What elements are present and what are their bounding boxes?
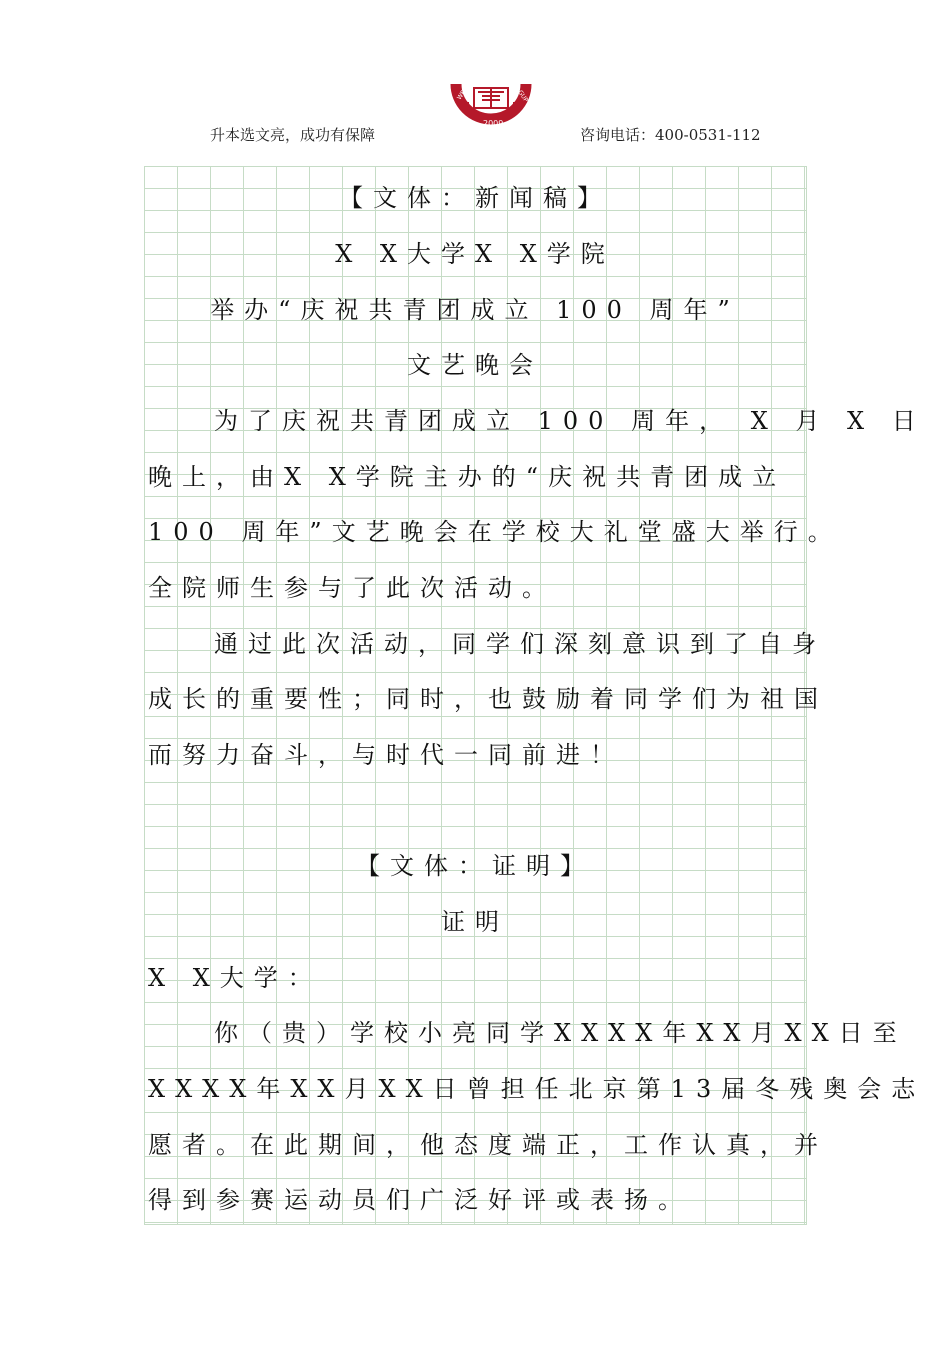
header-slogan: 升本选文亮，成功有保障: [210, 126, 376, 144]
news-para2-line2: 成长的重要性；同时，也鼓励着同学们为祖国: [148, 684, 828, 713]
certificate-title: 证明: [441, 907, 509, 936]
certificate-body-line1: 你（贵）学校小亮同学XXXX年XX月XX日至: [214, 1018, 907, 1047]
news-para2-line1: 通过此次活动，同学们深刻意识到了自身: [214, 629, 826, 658]
news-title-line3: 文艺晚会: [407, 350, 543, 379]
news-title-line1: X X大学X X学院: [335, 239, 615, 268]
seal-year: 2009: [483, 119, 504, 128]
news-para1-line2: 晚上，由X X学院主办的“庆祝共青团成立: [148, 462, 787, 491]
certificate-body-line4: 得到参赛运动员们广泛好评或表扬。: [148, 1185, 692, 1214]
certificate-salutation: X X大学：: [148, 963, 322, 992]
school-seal-icon: [452, 78, 530, 140]
section2-heading: 【文体：证明】: [356, 851, 594, 880]
news-para1-line3: 100 周年”文艺晚会在学校大礼堂盛大举行。: [148, 517, 842, 546]
certificate-body-line2: XXXX年XX月XX日曾担任北京第13届冬残奥会志: [148, 1074, 926, 1103]
certificate-body-line3: 愿者。在此期间，他态度端正，工作认真，并: [148, 1130, 828, 1159]
news-para2-line3: 而努力奋斗，与时代一同前进！: [148, 740, 624, 769]
writing-grid: [144, 166, 926, 1225]
news-title-line2: 举办“庆祝共青团成立 100 周年”: [210, 295, 740, 324]
news-para1-line1: 为了庆祝共青团成立 100 周年， X 月 X 日: [214, 406, 926, 435]
seal-ring-right-text: GUP: [516, 89, 530, 104]
seal-ring-left-text: WEN: [455, 85, 470, 102]
section1-heading: 【文体：新闻稿】: [339, 183, 611, 212]
news-para1-line4: 全院师生参与了此次活动。: [148, 573, 556, 602]
header-phone: 咨询电话：400-0531-112: [580, 126, 761, 144]
